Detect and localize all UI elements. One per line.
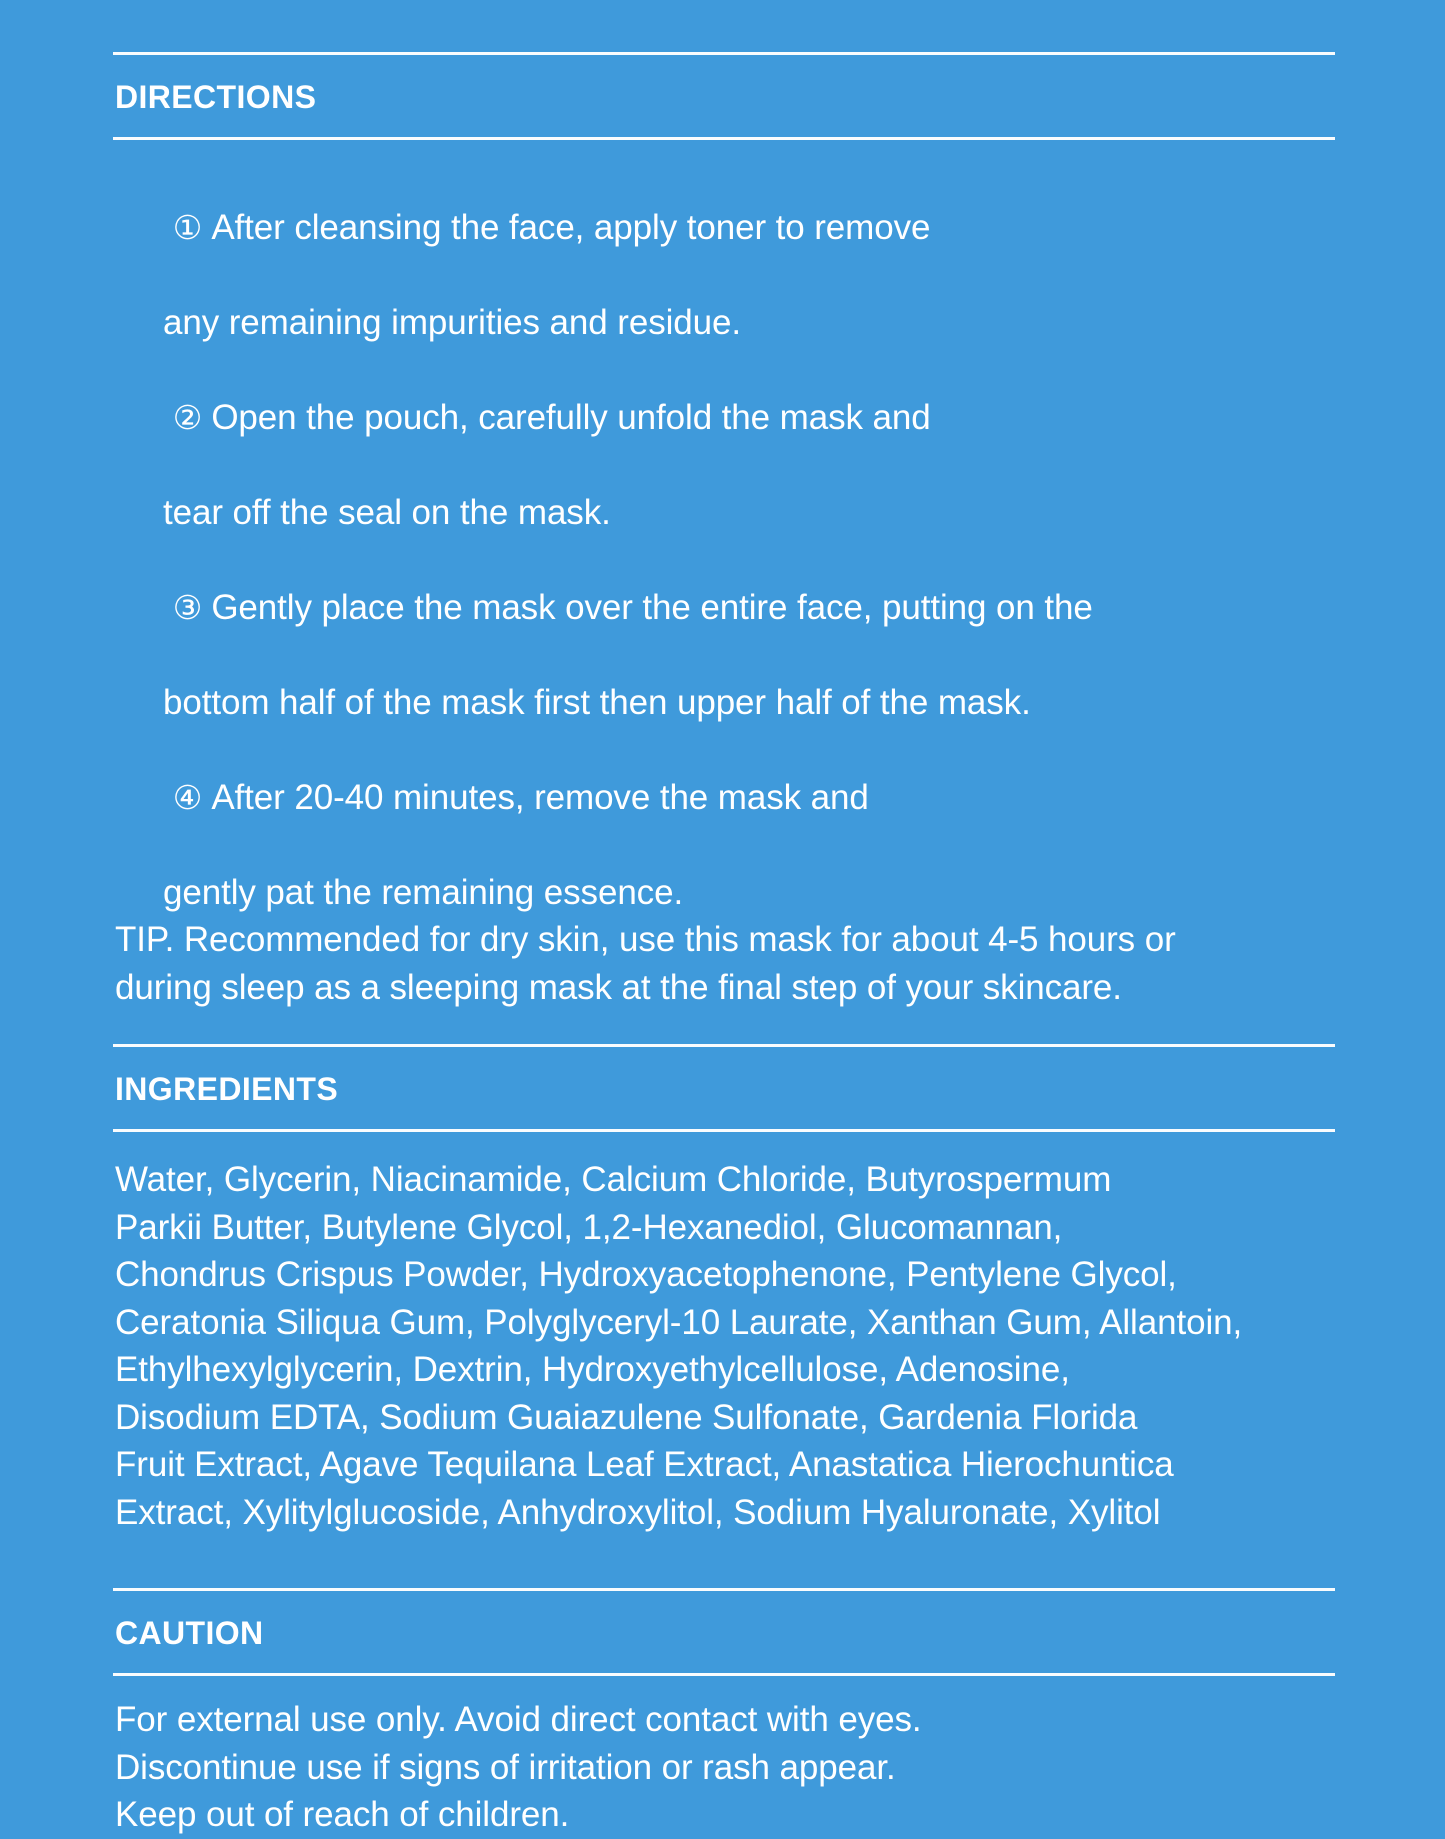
ingredients-line: Extract, Xylitylglucoside, Anhydroxylitol, Sodium Hyaluronate, Xylitol — [115, 1492, 1161, 1532]
directions-heading: DIRECTIONS — [115, 79, 317, 115]
caution-body — [113, 1676, 1335, 1839]
caution-line: For external use only. Avoid direct contact with eyes. — [115, 1700, 922, 1739]
directions-step-3-cont: bottom half of the mask first then upper half of the mask. — [163, 682, 1031, 722]
step-text-3: Gently place the mask over the entire face, putting on the — [211, 587, 1093, 627]
ingredients-rule-bottom — [113, 1129, 1335, 1132]
ingredients-line: Parkii Butter, Butylene Glycol, 1,2-Hexanediol, Glucomannan, — [115, 1207, 1063, 1247]
ingredients-line: Fruit Extract, Agave Tequilana Leaf Extract, Anastatica Hierochuntica — [115, 1445, 1174, 1484]
step-text-4: After 20-40 minutes, remove the mask and — [211, 777, 869, 817]
directions-rule-top — [113, 52, 1335, 55]
directions-step-2 — [115, 346, 1335, 489]
step-text-1: After cleansing the face, apply toner to remove — [211, 207, 931, 247]
step-marker-4: ④ — [172, 778, 212, 816]
directions-step-4 — [115, 726, 1335, 869]
ingredients-heading: INGREDIENTS — [115, 1071, 339, 1107]
directions-step-1-cont: any remaining impurities and residue. — [163, 302, 741, 342]
directions-step-4-cont: gently pat the remaining essence. — [163, 872, 684, 912]
ingredients-line: Water, Glycerin, Niacinamide, Calcium Chloride, Butyrospermum — [115, 1160, 1112, 1199]
caution-heading: CAUTION — [115, 1615, 264, 1651]
step-marker-1: ① — [172, 208, 212, 246]
ingredients-line: Ethylhexylglycerin, Dextrin, Hydroxyethylcellulose, Adenosine, — [115, 1350, 1070, 1389]
ingredients-line: Chondrus Crispus Powder, Hydroxyacetophenone, Pentylene Glycol, — [115, 1255, 1177, 1294]
caution-rule-bottom — [113, 1673, 1335, 1676]
directions-step-1 — [115, 156, 1335, 299]
ingredients-line: Ceratonia Siliqua Gum, Polyglyceryl-10 Laurate, Xanthan Gum, Allantoin, — [115, 1302, 1243, 1342]
directions-tip-line-2: during sleep as a sleeping mask at the final step of your skincare. — [115, 967, 1122, 1007]
directions-rule-bottom — [113, 137, 1335, 140]
step-marker-3: ③ — [172, 588, 212, 626]
caution-line: Discontinue use if signs of irritation or rash appear. — [115, 1747, 896, 1787]
top-spacer — [113, 0, 1335, 52]
ingredients-gap — [113, 1536, 1335, 1588]
directions-tip-line-1: TIP. Recommended for dry skin, use this mask for about 4-5 hours or — [115, 920, 1176, 959]
step-marker-2: ② — [172, 398, 212, 436]
directions-body — [113, 140, 1335, 1011]
ingredients-body — [113, 1132, 1335, 1536]
caution-line: Keep out of reach of children. — [115, 1795, 570, 1834]
directions-gap — [113, 1011, 1335, 1044]
directions-step-2-cont: tear off the seal on the mask. — [163, 492, 611, 532]
ingredients-line: Disodium EDTA, Sodium Guaiazulene Sulfonate, Gardenia Florida — [115, 1397, 1138, 1437]
step-text-2: Open the pouch, carefully unfold the mask and — [211, 397, 931, 437]
caution-rule-top — [113, 1588, 1335, 1591]
label-panel — [113, 0, 1335, 1834]
directions-step-3 — [115, 536, 1335, 679]
ingredients-rule-top — [113, 1044, 1335, 1047]
